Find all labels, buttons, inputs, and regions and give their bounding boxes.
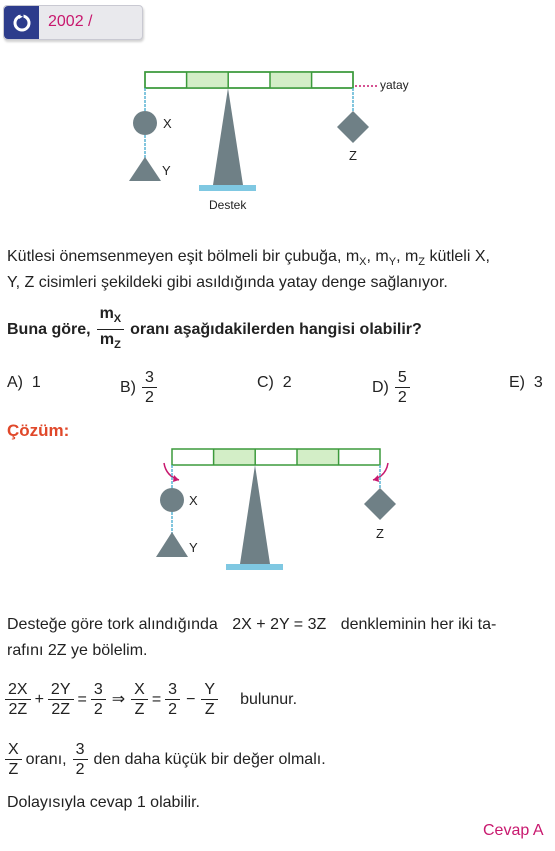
problem-text-b: kütleli X, xyxy=(425,248,490,265)
ratio-denominator xyxy=(97,330,124,355)
fraction-numerator: 5 xyxy=(395,368,410,388)
fraction-denominator: 2Z xyxy=(8,701,28,718)
label-x-fig1: X xyxy=(163,116,172,131)
bar xyxy=(145,72,353,88)
support-base xyxy=(226,564,283,570)
fraction-denominator: 2 xyxy=(93,701,103,718)
solution-line-1 xyxy=(7,614,496,636)
fraction-denominator: 2 xyxy=(168,701,178,718)
label-yatay: yatay xyxy=(380,78,409,92)
answer-label: Cevap A xyxy=(483,822,544,839)
ratio-mid-text: oranı, xyxy=(25,750,67,768)
ratio-num-sub: X xyxy=(113,313,122,326)
option-fraction xyxy=(142,368,157,407)
option-e[interactable] xyxy=(509,374,543,392)
question-line xyxy=(7,304,422,355)
question-prefix: Buna göre, xyxy=(7,320,91,338)
mass-x xyxy=(133,111,157,135)
fraction-numerator: 3 xyxy=(165,680,180,700)
bar xyxy=(172,449,380,465)
fraction-denominator: Z xyxy=(8,761,19,778)
support-base xyxy=(199,185,256,191)
option-value: 3 xyxy=(533,374,543,391)
fraction-numerator: X xyxy=(131,680,148,700)
fraction xyxy=(5,680,31,719)
fraction xyxy=(131,680,148,719)
result-text: bulunur. xyxy=(240,690,298,708)
fraction xyxy=(48,680,74,719)
sub-x: X xyxy=(359,256,367,269)
ratio-tail-text: den daha küçük bir değer olmalı. xyxy=(93,750,326,768)
question-ratio xyxy=(97,304,125,355)
equals-sign: = xyxy=(151,690,162,708)
fraction-numerator: 3 xyxy=(73,740,88,760)
option-a[interactable] xyxy=(7,374,41,392)
label-destek: Destek xyxy=(209,198,247,212)
figure-2 xyxy=(148,446,408,581)
option-fraction xyxy=(395,368,410,407)
fraction-denominator: Z xyxy=(134,701,145,718)
conclusion: Dolayısıyla cevap 1 olabilir. xyxy=(7,794,200,811)
header-title: 2002 / xyxy=(48,13,93,30)
ratio-den-sub: Z xyxy=(114,339,121,352)
fraction-denominator: 2 xyxy=(145,389,154,406)
option-letter: C) xyxy=(257,374,274,391)
fraction-numerator: 2Y xyxy=(48,680,74,700)
option-value: 1 xyxy=(31,374,41,391)
sub-z: Z xyxy=(418,256,426,269)
option-letter: A) xyxy=(7,374,23,391)
fraction-denominator: 2Z xyxy=(51,701,71,718)
ratio-den-m: m xyxy=(99,331,115,349)
fraction xyxy=(91,680,106,719)
sep-2: , m xyxy=(396,248,419,265)
option-c[interactable] xyxy=(257,374,292,392)
label-y-fig2: Y xyxy=(189,540,198,555)
fraction xyxy=(5,740,22,779)
fraction-numerator: 3 xyxy=(91,680,106,700)
label-y-fig1: Y xyxy=(162,163,171,178)
option-b[interactable] xyxy=(120,368,157,407)
support-pillar xyxy=(213,88,243,185)
fraction-numerator: Y xyxy=(201,680,218,700)
option-value: 2 xyxy=(282,374,292,391)
problem-line-2: Y, Z cisimleri şekildeki gibi asıldığında yatay denge sağlanıyor. xyxy=(7,274,448,291)
label-x-fig2: X xyxy=(189,493,198,508)
ratio-num-m: m xyxy=(99,305,114,322)
solution-title: Çözüm: xyxy=(7,421,70,440)
torque-equation: 2X + 2Y = 3Z xyxy=(232,616,327,633)
option-letter: D) xyxy=(372,378,389,396)
refresh-circle-icon xyxy=(12,13,32,33)
support-pillar xyxy=(240,465,270,564)
mass-z xyxy=(364,488,396,520)
minus-sign: − xyxy=(186,690,196,708)
fraction xyxy=(201,680,218,719)
ratio-numerator xyxy=(97,304,125,330)
problem-text-a: Kütlesi önemsenmeyen eşit bölmeli bir çubuğa, m xyxy=(7,248,360,265)
implies-arrow: ⇒ xyxy=(111,690,126,708)
fraction xyxy=(165,680,180,719)
fraction-denominator: Z xyxy=(204,701,215,718)
solution-line-2: rafını 2Z ye bölelim. xyxy=(7,642,148,659)
header-tab xyxy=(3,5,143,40)
plus-sign: + xyxy=(34,690,44,708)
ratio-line xyxy=(5,740,326,779)
option-d[interactable] xyxy=(372,368,410,407)
solution-text-b: denkleminin her iki ta- xyxy=(340,616,497,633)
fraction xyxy=(73,740,88,779)
equation-line xyxy=(5,680,297,719)
option-letter: B) xyxy=(120,378,136,396)
mass-y xyxy=(156,532,188,557)
fraction-denominator: 2 xyxy=(75,761,85,778)
equals-sign: = xyxy=(77,690,87,708)
problem-line-1 xyxy=(7,246,490,273)
fraction-denominator: 2 xyxy=(397,389,407,406)
sep-1: , m xyxy=(366,248,389,265)
fraction-numerator: 2X xyxy=(5,680,31,700)
option-letter: E) xyxy=(509,374,525,391)
solution-text-a: Desteğe göre tork alındığında xyxy=(7,616,218,633)
question-suffix: oranı aşağıdakilerden hangisi olabilir? xyxy=(130,320,422,338)
mass-z xyxy=(337,111,369,143)
sub-y: Y xyxy=(388,256,397,269)
label-z-fig2: Z xyxy=(376,526,384,541)
fraction-numerator: 3 xyxy=(142,368,157,388)
header-icon-block xyxy=(4,6,39,39)
mass-y xyxy=(129,157,161,181)
fraction-numerator: X xyxy=(5,740,22,760)
label-z-fig1: Z xyxy=(349,148,357,163)
mass-x xyxy=(160,488,184,512)
